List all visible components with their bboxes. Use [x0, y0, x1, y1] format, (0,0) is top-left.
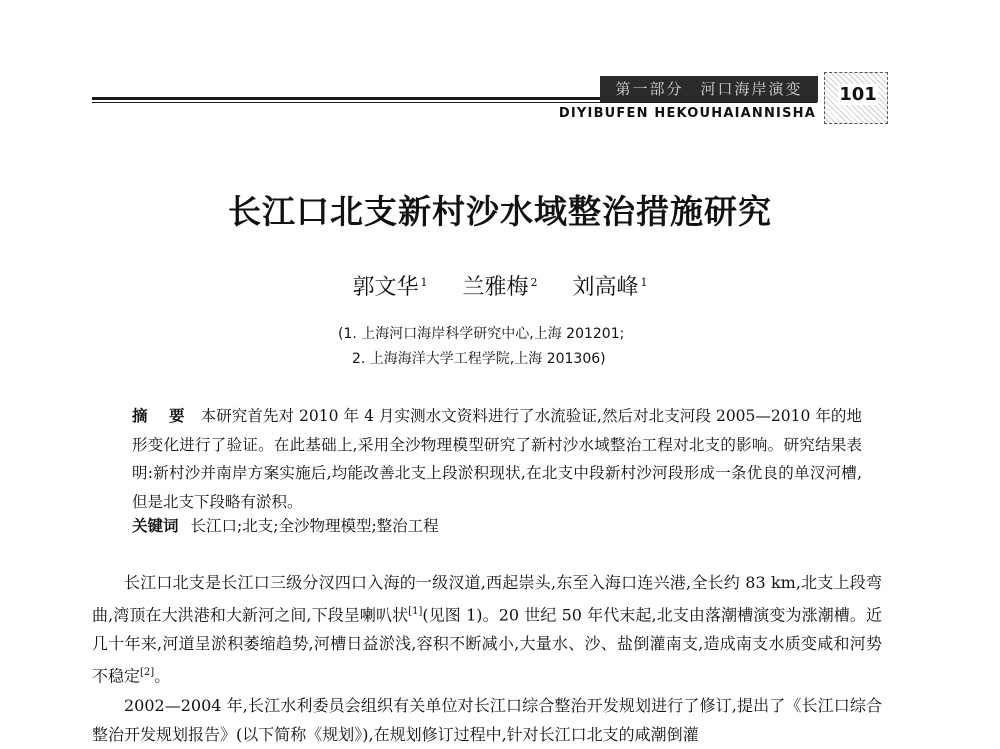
paragraph-2: 2002—2004 年,长江水利委员会组织有关单位对长江口综合整治开发规划进行了修订,提出了《长江口综合整治开发规划报告》(以下简称《规划》),在规划修订过程中,针对长江口北支的咸潮倒灌 — [92, 695, 882, 744]
affiliation-1: (1. 上海河口海岸科学研究中心,上海 201201; — [338, 326, 625, 342]
author — [352, 275, 427, 300]
author-list — [0, 270, 1000, 301]
section-banner: 第一部分 河口海岸演变 — [600, 76, 818, 102]
abstract-text: 本研究首先对 2010 年 4 月实测水文资料进行了水流验证,然后对北支河段 2005—2010 年的地形变化进行了验证。在此基础上,采用全沙物理模型研究了新村沙水域整治工程对北支的影响。研究结果表明:新村沙并南岸方案实施后,均能改善北支上段淤积现状,在北支中段新村沙河段形成一条优良的单汊河槽,但是北支下段略有淤积。 — [132, 407, 862, 511]
abstract-label: 摘 要 — [132, 407, 193, 425]
header-rule-thin — [92, 102, 817, 103]
author-name: 兰雅梅 — [462, 275, 529, 300]
page-number: 101 — [839, 84, 877, 105]
keywords — [132, 514, 439, 536]
citation[interactable]: [1] — [408, 606, 423, 617]
author-name: 郭文华 — [352, 275, 419, 300]
paragraph-1 — [92, 568, 882, 691]
affiliation-2: 2. 上海海洋大学工程学院,上海 201306) — [352, 351, 606, 367]
citation[interactable]: [2] — [140, 667, 155, 679]
keywords-label: 关键词 — [132, 517, 179, 535]
author — [462, 275, 537, 300]
body-text — [92, 568, 882, 749]
paragraph-text: (见图 1)。20 世纪 50 年代末起,北支由落潮槽演变为涨潮槽。近几十年来,河道呈淤积萎缩趋势,河槽日益淤浅,容积不断减小,大量水、沙、盐倒灌南支,造成南支水质变咸和河势不稳定 — [92, 605, 882, 686]
author-affil-mark: 2 — [530, 275, 538, 289]
paper-title: 长江口北支新村沙水域整治措施研究 — [228, 192, 772, 231]
section-pinyin: DIYIBUFEN HEKOUHAIANNISHA — [558, 106, 816, 121]
keywords-text: 长江口;北支;全沙物理模型;整治工程 — [190, 517, 439, 535]
author — [573, 275, 648, 300]
paragraph-text: 长江口北支是长江口三级分汊四口入海的一级汊道,西起崇头,东至入海口连兴港,全长约 83 km,北支上段弯曲,湾顶在大洪港和大新河之间,下段呈喇叭状 — [92, 573, 882, 625]
author-name: 刘高峰 — [572, 275, 639, 300]
abstract — [132, 402, 862, 516]
author-affil-mark: 1 — [640, 275, 648, 289]
author-affil-mark: 1 — [420, 275, 428, 289]
paragraph-text: 。 — [154, 666, 171, 686]
